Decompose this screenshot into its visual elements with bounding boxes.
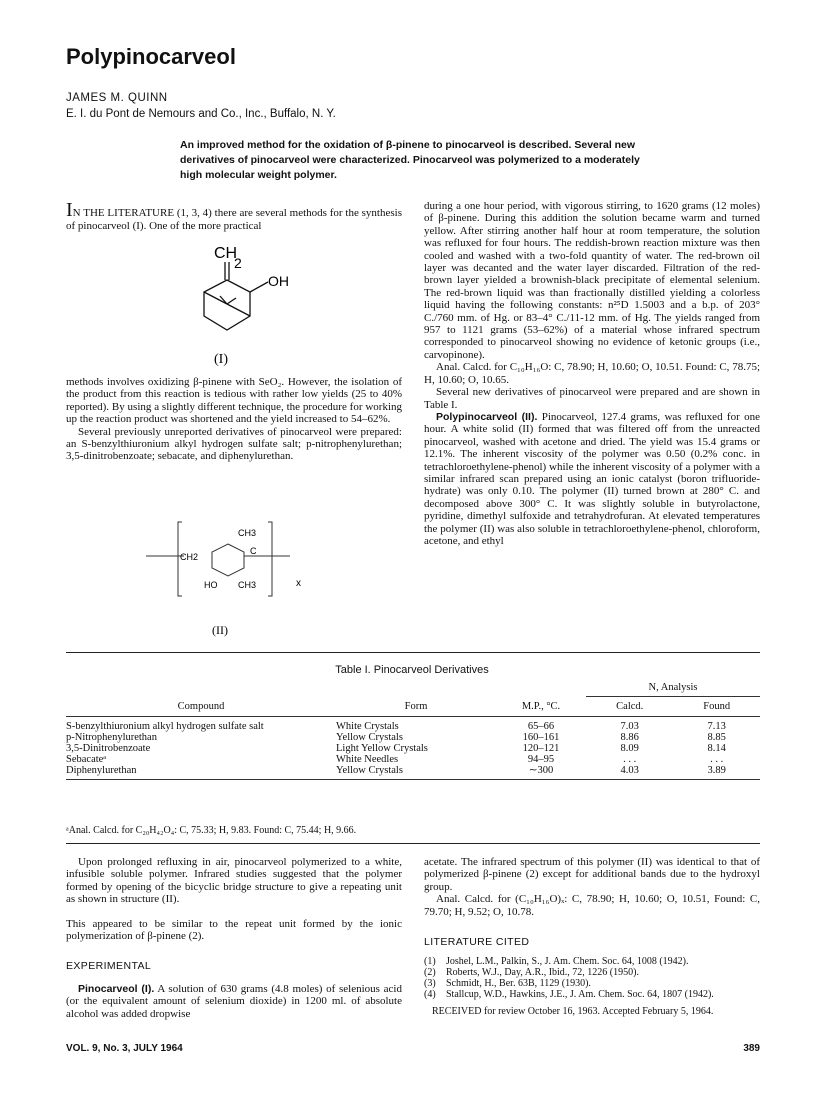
table-bottom-rule: [66, 843, 760, 844]
table-cell: ∼300: [528, 765, 554, 776]
intro-paragraph-1: [66, 200, 402, 232]
table-cell: 8.14: [707, 743, 726, 754]
pinocarveol-text: A solution of 630 grams (4.8 moles) of selenious acid (or the equivalent amount of selenium dioxide) in 1200 ml. of absolute alcohol was added dropwise: [66, 982, 402, 1020]
reference-item: (3) Schmidt, H., Ber. 63B, 1129 (1930).: [424, 978, 591, 990]
table-row: [66, 743, 760, 754]
struct1-ch: CH: [214, 245, 238, 262]
structure-I-diagram: [170, 238, 300, 368]
table-cell: S-benzylthiuronium alkyl hydrogen sulfate salt: [66, 721, 264, 732]
reference-item: (4) Stallcup, W.D., Hawkins, J.E., J. Am. Chem. Soc. 64, 1807 (1942).: [424, 989, 714, 1001]
struct2-label: (II): [212, 623, 228, 637]
struct2-c: C: [250, 546, 257, 556]
structure-II-diagram: [140, 516, 340, 646]
table-row: [66, 754, 760, 765]
experimental-continued: [424, 200, 760, 547]
table-cell: 3,5-Dinitrobenzoate: [66, 743, 151, 754]
table-header: Found: [703, 701, 731, 712]
author-affiliation: E. I. du Pont de Nemours and Co., Inc., Buffalo, N. Y.: [66, 108, 336, 120]
derivatives-note: Several new derivatives of pinocarveol were prepared and are shown in Table I.: [424, 386, 760, 411]
table-header: M.P., °C.: [521, 700, 561, 712]
table-cell: Yellow Crystals: [336, 765, 403, 776]
polypinocarveol-text: Pinocarveol, 127.4 grams, was refluxed for one hour. A white solid (II) formed that was filtered off from the unreacted pinocarveol, washed with acetone and dried. The yield was 15.4 grams or 12.1%. The inherent viscosity of the polymer was 0.50 (0.2% conc. in tetrachloroethylene-phenol) while the inherent viscosity of a polymer with a similar infrared scan prepared using an ionic catalyst (boron trifluoride-hydrate) was only 0.10. The polymer (II) turned brown at 280° C. and decomposed above 300° C. It was slightly soluble in butyrolactone, pyridine, dimethyl sulfoxide and tetrahydrofuran. At elevated temperatures the polymer (II) was also soluble in tetrachloroethylene-phenol, chloroform, acetone, and ethyl: [424, 410, 760, 547]
table-cell: 8.09: [620, 743, 639, 754]
table-cell: . . .: [623, 754, 637, 765]
received-note: RECEIVED for review October 16, 1963. Accepted February 5, 1964.: [432, 1006, 714, 1018]
abstract: An improved method for the oxidation of β-pinene to pinocarveol is described. Several new derivatives of pinocarveol were characterized. Pinocarveol was polymerized to a moderately high molecular weight polymer.: [180, 139, 640, 181]
table-cell: . . .: [710, 754, 724, 765]
table-cell: 7.03: [620, 721, 639, 732]
table-cell: Sebacateᵃ: [66, 754, 107, 765]
table-cell: Light Yellow Crystals: [336, 743, 428, 754]
reference-item: (2) Roberts, W.J., Day, A.R., Ibid., 72, 1226 (1950).: [424, 967, 639, 979]
table-footnote: ᵃAnal. Calcd. for C₂₀H₄₂O₄: C, 75.33; H, 9.83. Found: C, 75.44; H, 9.66.: [66, 825, 357, 836]
procedure-text: during a one hour period, with vigorous stirring, to 1620 grams (12 moles) of β-pinene. During this addition the solution became warm and turned yellow. After stirring another half hour at room temperature, the solution was refluxed for four hours. The reddish-brown reaction mixture was then cooled and washed with a two-fold quantity of water. The red-brown oil layer was decanted and the water layer discarded. Filtration of the red-brown layer yielded a brownish-black precipitate of elemental selenium. The red-brown liquid was than fractionally distilled yielding a colorless liquid having the following constants: n²⁵D 1.5003 and a b.p. of 203° C./760 mm. of Hg. or 83–4° C./11-12 mm. of Hg. The yields ranged from 957 to 1121 grams (53–62%) of a material whose infrared spectrum corresponded to pinocarveol showing no evidence of ketonic groups (i.e., carvopinone).: [424, 200, 760, 361]
table-cell: 94–95: [527, 754, 555, 765]
table-header: Compound: [177, 700, 225, 712]
table-cell: White Needles: [336, 754, 399, 765]
analysis-1: Anal. Calcd. for C₁₀H₁₆O: C, 78.90; H, 10.60; O, 10.51. Found: C, 78.75; H, 10.60; O, 10.65.: [424, 361, 760, 386]
drop-cap: I: [66, 199, 73, 221]
intro-text-continued: methods involves oxidizing β-pinene with SeO₂. However, the isolation of the product from this reaction is tedious with rather low yields (25 to 40% reported). By using a slightly different technique, the procedure for working up the reaction product was shortened and the yield increased to 54–62%.: [66, 376, 402, 426]
analysis-2: Anal. Calcd. for (C₁₀H₁₆O)ₓ: C, 78.90; H, 10.60; O, 10.51, Found: C, 79.70; H, 9.52; O, 10.78.: [424, 893, 760, 918]
literature-heading: LITERATURE CITED: [424, 936, 530, 949]
intro-paragraph-continued: [66, 376, 402, 463]
polypinocarveol-heading: Polypinocarveol (II).: [436, 410, 538, 423]
table-group-header: N, Analysis: [586, 682, 760, 697]
struct2-ch3-top: CH3: [238, 528, 257, 538]
table-cell: 8.85: [707, 732, 726, 743]
author-name: JAMES M. QUINN: [66, 92, 168, 104]
table-cell: 7.13: [707, 721, 726, 732]
reference-list: [424, 956, 760, 1000]
table-top-rule: [66, 652, 760, 653]
table-caption: Table I. Pinocarveol Derivatives: [335, 664, 489, 676]
repeat-unit-note: This appeared to be similar to the repeat unit formed by the ionic polymerization of β-pinene (2).: [66, 917, 402, 943]
polymer-discussion: Upon prolonged refluxing in air, pinocarveol polymerized to a white, infusible soluble polymer. Infrared studies suggested that the polymer formed by opening of the bicyclic bridge structure to give a repeating unit as shown in structure (II).: [66, 856, 402, 906]
derivatives-paragraph: Several previously unreported derivatives of pinocarveol were prepared: an S-benzylthiuronium alkyl hydrogen sulfate salt; p-nitrophenylurethan; 3,5-dinitrobenzoate; sebacate, and diphenylurethan.: [66, 425, 402, 463]
table-row: [66, 732, 760, 743]
table-header: Form: [404, 700, 428, 712]
bottom-left-column: [66, 856, 402, 1020]
bottom-right-column: [424, 856, 760, 1017]
experimental-heading: EXPERIMENTAL: [66, 960, 152, 973]
derivatives-table: [66, 682, 760, 780]
struct2-ch2: CH2: [180, 552, 199, 562]
table-cell: p-Nitrophenylurethan: [66, 732, 157, 743]
table-header: Calcd.: [616, 701, 644, 712]
struct2-ch3-bottom: CH3: [238, 580, 257, 590]
pinocarveol-heading: Pinocarveol (I).: [78, 982, 155, 995]
struct1-label: (I): [214, 352, 228, 367]
struct2-ho: HO: [204, 580, 218, 590]
page-number: 389: [743, 1043, 760, 1054]
article-title: Polypinocarveol: [66, 44, 236, 69]
table-cell: Yellow Crystals: [336, 732, 403, 743]
intro-text-start: N THE LITERATURE (1, 3, 4) there are several methods for the synthesis of pinocarveol (I). One of the more practical: [66, 207, 402, 232]
infrared-note: acetate. The infrared spectrum of this polymer (II) was identical to that of polymerized β-pinene (2) except for additional bands due to the hydroxyl group.: [424, 856, 760, 893]
table-row: [66, 765, 760, 780]
struct1-oh: OH: [268, 273, 289, 289]
table-cell: 160–161: [522, 732, 560, 743]
table-cell: 120–121: [522, 743, 560, 754]
table-cell: 4.03: [620, 765, 639, 776]
table-cell: White Crystals: [336, 721, 399, 732]
table-cell: 65–66: [527, 721, 555, 732]
table-cell: 8.86: [620, 732, 639, 743]
table-cell: Diphenylurethan: [66, 765, 137, 776]
reference-item: (1) Joshel, L.M., Palkin, S., J. Am. Chem. Soc. 64, 1008 (1942).: [424, 956, 689, 968]
struct2-x: x: [296, 578, 301, 589]
table-row: [66, 717, 760, 733]
journal-issue: VOL. 9, No. 3, JULY 1964: [66, 1043, 183, 1054]
table-cell: 3.89: [707, 765, 726, 776]
struct1-sub: 2: [234, 255, 242, 271]
